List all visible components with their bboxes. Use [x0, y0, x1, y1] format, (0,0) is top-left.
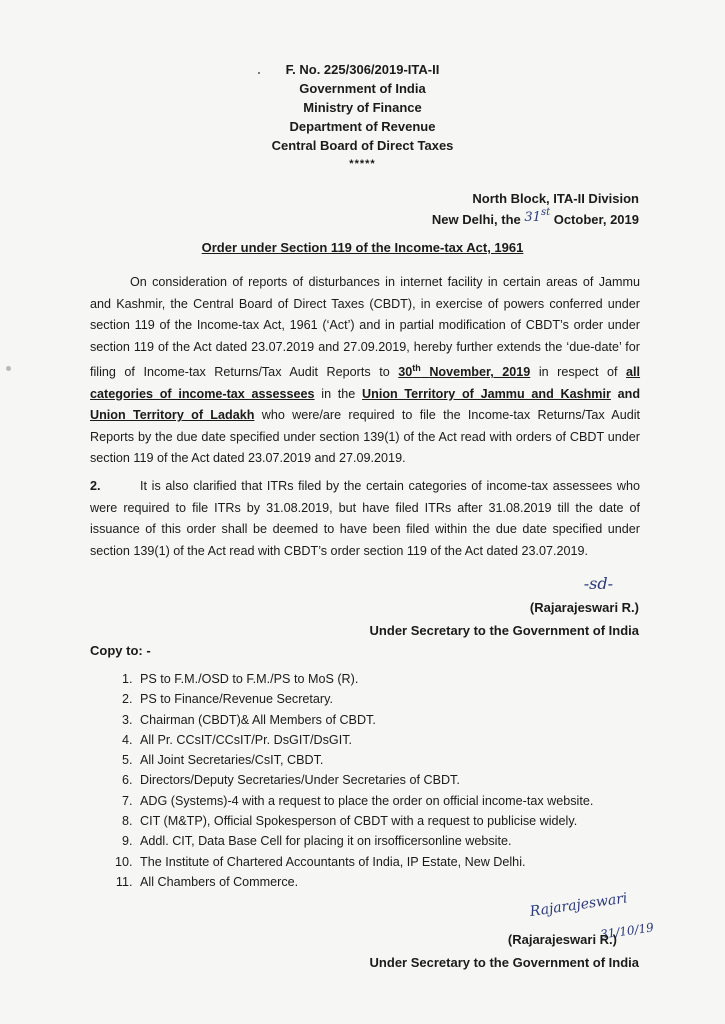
handwritten-signature: Rajarajeswari [528, 890, 629, 920]
date-prefix: New Delhi, the [431, 212, 521, 227]
list-item: 2. PS to Finance/Revenue Secretary. [136, 689, 696, 709]
para-text: in respect of [538, 365, 618, 380]
list-item: 1. PS to F.M./OSD to F.M./PS to MoS (R). [136, 669, 696, 689]
scan-speck [6, 366, 11, 371]
file-number: F. No. 225/306/2019-ITA-II [285, 62, 440, 77]
signatory-designation: Under Secretary to the Government of India [369, 623, 639, 638]
letterhead-line: Ministry of Finance [303, 100, 422, 115]
list-item: 7. ADG (Systems)-4 with a request to place the order on official income-tax website. [136, 791, 696, 811]
order-title: Order under Section 119 of the Income-tax Act, 1961 [201, 240, 524, 255]
date-suffix: October, 2019 [553, 212, 639, 227]
emphasis-assessees: all categories of income-tax assessees [90, 365, 641, 401]
letterhead-line: Government of India [299, 81, 426, 96]
para-text: It is also clarified that ITRs filed by the certain categories of income-tax assessees who were required to file ITRs by 31.08.2019, but have filed ITRs after 31.08.2019 till the date of issuance of this order shall be deemed to have been filed within the due date specified under section 139(1) of the Act read with CBDT’s order section 119 of the Act dated 23.07.2019. [90, 479, 640, 558]
handwritten-day-suffix: st [540, 207, 551, 218]
letterhead-line: Department of Revenue [289, 119, 436, 134]
letterhead [0, 60, 725, 174]
signatory-name: (Rajarajeswari R.) [507, 932, 617, 947]
list-item: 11. All Chambers of Commerce. [136, 872, 696, 892]
date-line [432, 209, 639, 232]
para-text: and [617, 386, 641, 401]
signatory-name: (Rajarajeswari R.) [529, 600, 639, 615]
paragraph-number: 2. [90, 479, 101, 493]
list-item: 9. Addl. CIT, Data Base Cell for placing it on irsofficersonline website. [136, 831, 696, 851]
para-text: in the [321, 386, 356, 401]
place-date-block [432, 188, 639, 232]
separator-stars: ***** [349, 158, 376, 170]
signatory-designation: Under Secretary to the Government of India [369, 955, 639, 970]
list-item: 6. Directors/Deputy Secretaries/Under Secretaries of CBDT. [136, 770, 696, 790]
letterhead-line: Central Board of Direct Taxes [271, 138, 454, 153]
para-text: who were/are required to file the Income-tax Returns/Tax Audit Reports by the due date specified under section 139(1) of the Act read with orders of CBDT under section 119 of the Act dated 23.07.2019 and 27.09.2019. [90, 408, 641, 466]
list-item: 3. Chairman (CBDT)& All Members of CBDT. [136, 710, 696, 730]
copy-list [90, 669, 696, 892]
list-item: 5. All Joint Secretaries/CsIT, CBDT. [136, 750, 696, 770]
office-line: North Block, ITA-II Division [472, 191, 639, 206]
emphasis-jk: Union Territory of Jammu and Kashmir [362, 386, 611, 401]
list-item: 8. CIT (M&TP), Official Spokesperson of CBDT with a request to publicise widely. [136, 811, 696, 831]
list-item: 10. The Institute of Chartered Accountants of India, IP Estate, New Delhi. [136, 852, 696, 872]
paragraph-1 [90, 272, 640, 470]
paragraph-2 [90, 476, 640, 562]
emphasis-date: 30th November, 2019 [398, 363, 531, 380]
emphasis-ladakh: Union Territory of Ladakh [90, 408, 255, 423]
para-text: On consideration of reports of disturbances in internet facility in certain areas of Jammu and Kashmir, the Central Board of Direct Taxes (CBDT), in exercise of powers conferred under section 119 of the Income-tax Act, 1961 (‘Act’) and in partial modification of CBDT’s order under section 119 of the Act dated 23.07.2019 and 27.09.2019, hereby further extends the ‘due-date’ for filing of Income-tax Returns/Tax Audit Reports to [90, 275, 640, 380]
list-item: 4. All Pr. CCsIT/CCsIT/Pr. DsGIT/DsGIT. [136, 730, 696, 750]
sd-mark: -sd- [583, 574, 613, 593]
copy-to-label: Copy to: - [90, 643, 151, 658]
handwritten-day: 31 [524, 210, 541, 225]
handwritten-date: 31/10/19 [599, 920, 655, 942]
